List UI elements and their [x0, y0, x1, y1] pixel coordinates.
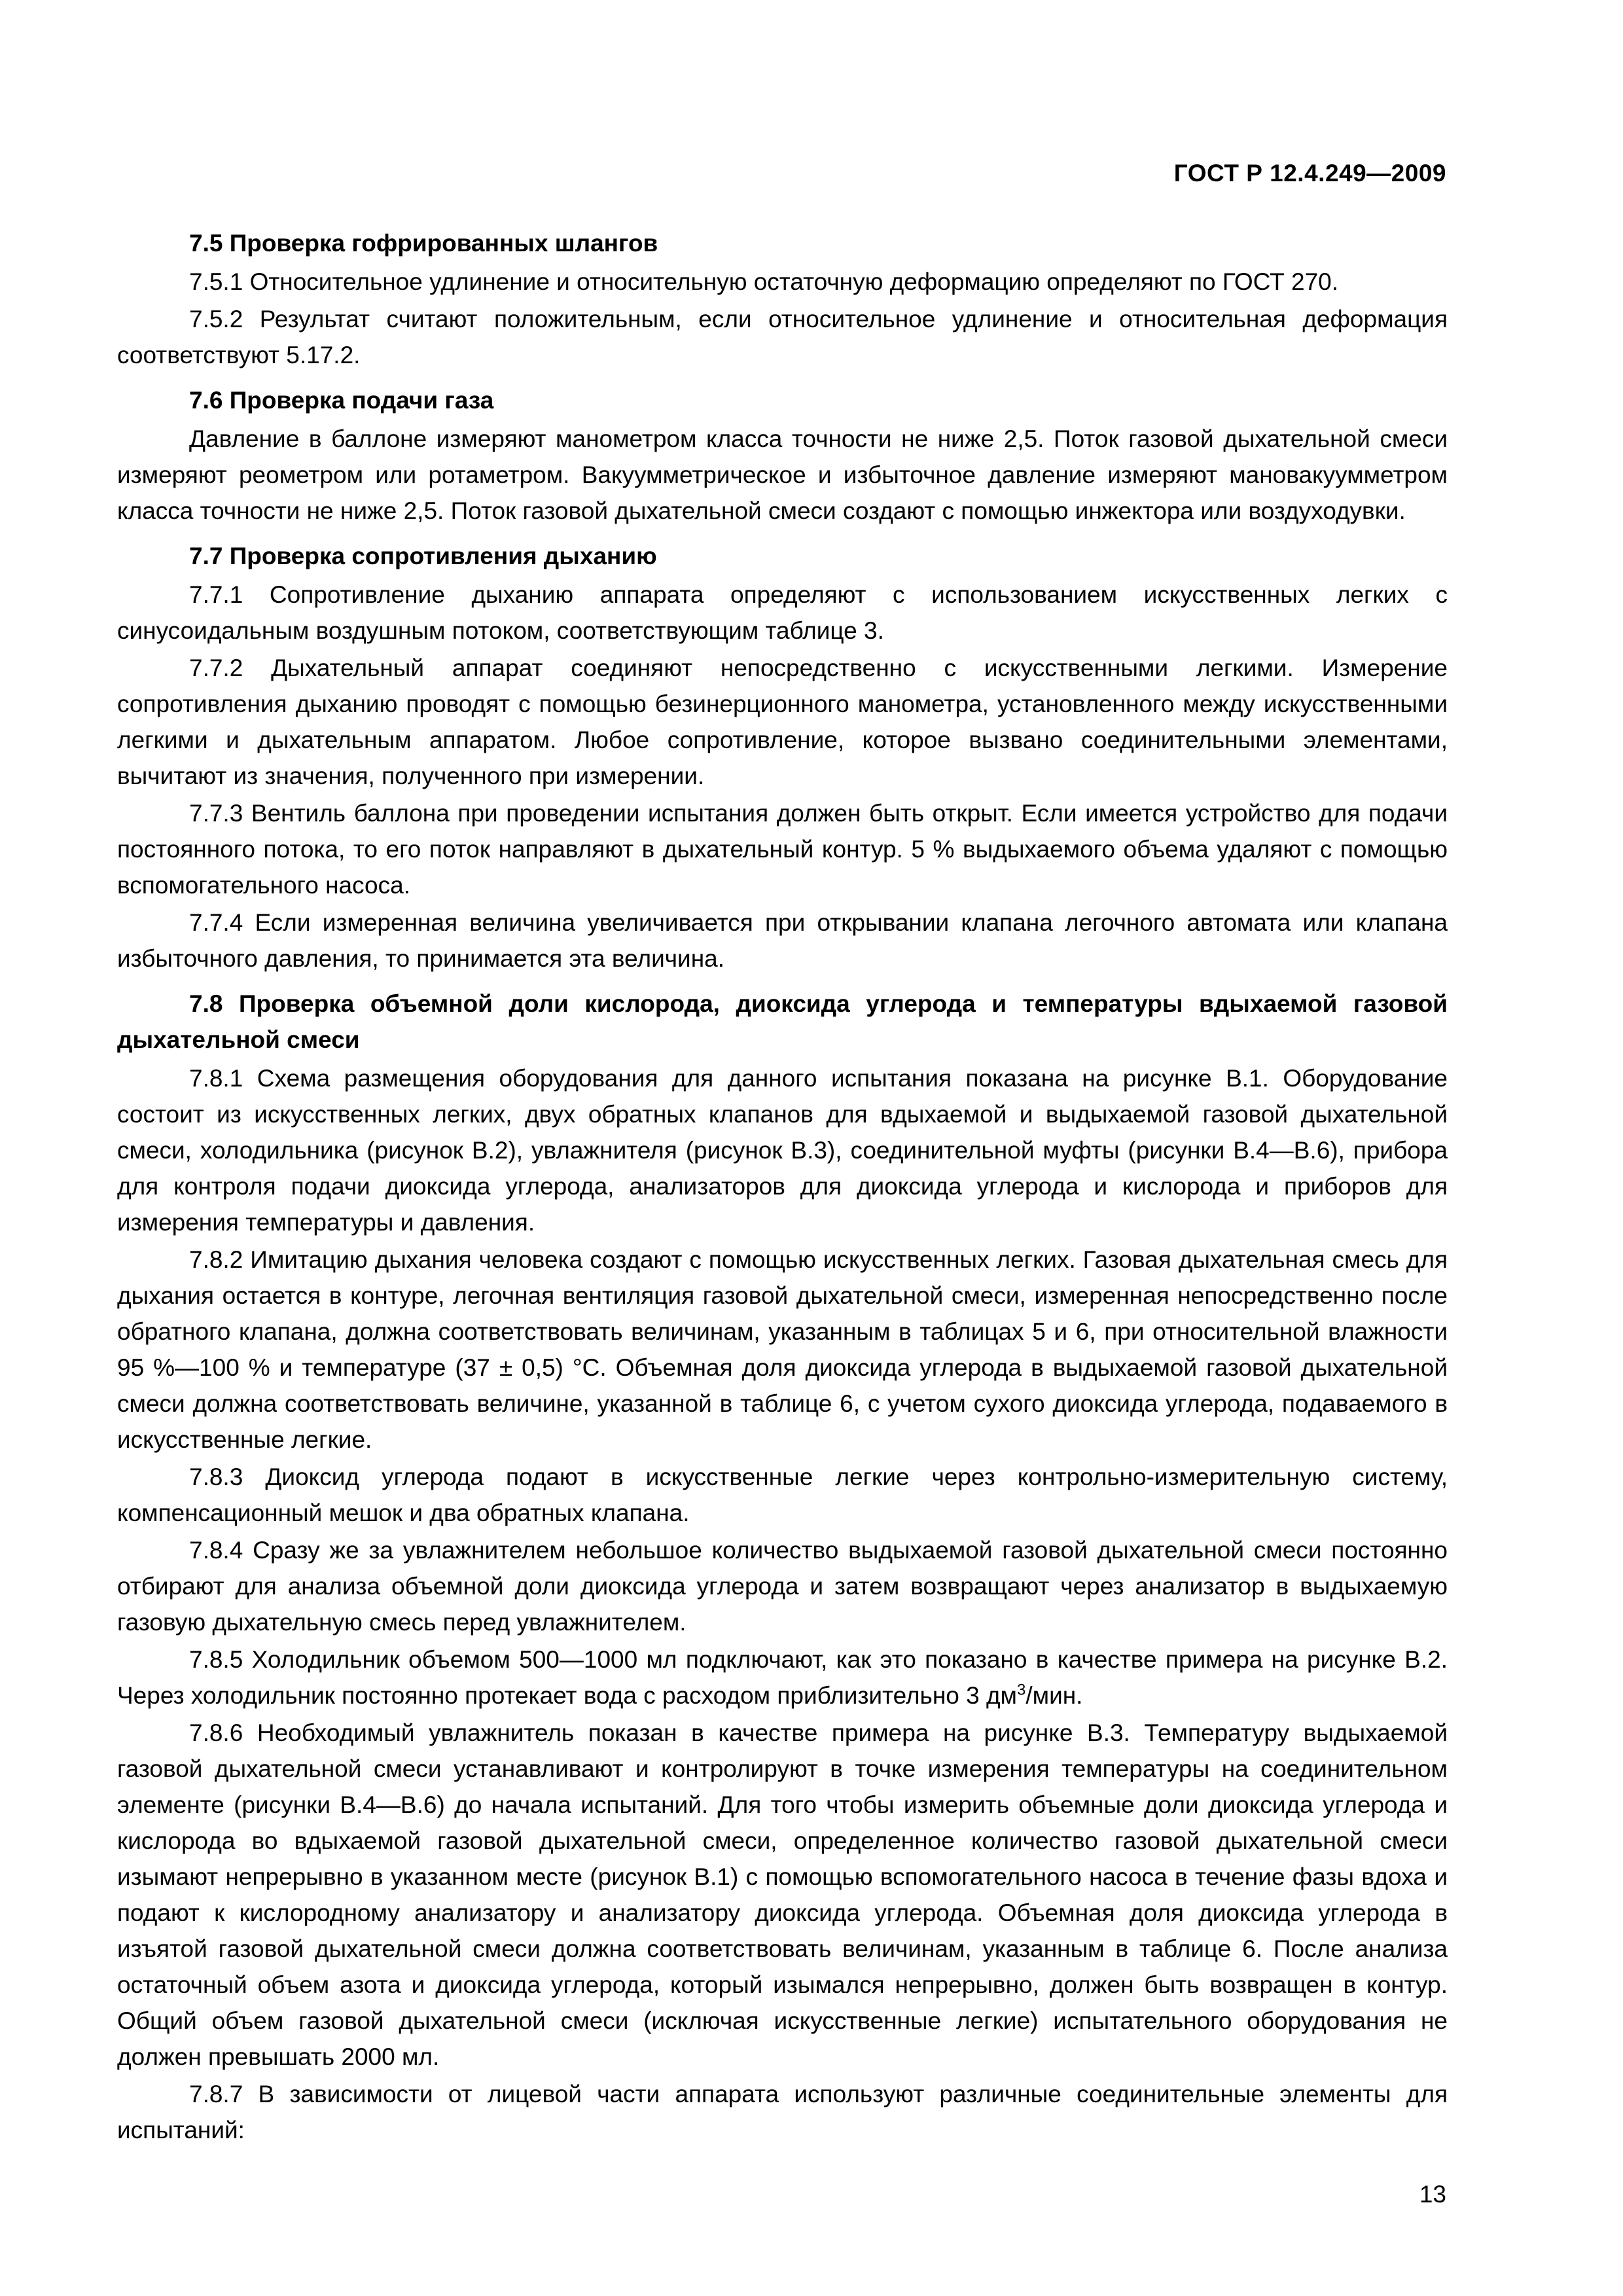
paragraph-7-7-3: 7.7.3 Вентиль баллона при проведении испытания должен быть открыт. Если имеется устройство для подачи постоянного потока, то его поток направляют в дыхательный контур. 5 % выдыхаемого объема удаляют с помощью вспомогательного насоса. — [117, 800, 1448, 899]
standard-header: ГОСТ Р 12.4.249—2009 — [1173, 160, 1446, 187]
superscript-cubic: 3 — [1017, 1681, 1026, 1699]
section-heading-7-7: 7.7 Проверка сопротивления дыханию — [189, 543, 657, 569]
document-body — [117, 216, 1448, 2149]
paragraph-7-8-3: 7.8.3 Диоксид углерода подают в искусственные легкие через контрольно-измерительную систему, компенсационный мешок и два обратных клапана. — [117, 1463, 1448, 1526]
section-heading-7-5: 7.5 Проверка гофрированных шлангов — [189, 230, 658, 257]
paragraph-7-5-2: 7.5.2 Результат считают положительным, если относительное удлинение и относительная деформация соответствуют 5.17.2. — [117, 306, 1448, 368]
section-heading-7-8: 7.8 Проверка объемной доли кислорода, диоксида углерода и температуры вдыхаемой газовой дыхательной смеси — [117, 990, 1448, 1053]
paragraph-7-7-1: 7.7.1 Сопротивление дыханию аппарата определяют с использованием искусственных легких с синусоидальным воздушным потоком, соответствующим таблице 3. — [117, 581, 1448, 644]
paragraph-7-8-5-unit: /мин. — [1026, 1682, 1083, 1709]
paragraph-7-7-2: 7.7.2 Дыхательный аппарат соединяют непосредственно с искусственными легкими. Измерение сопротивления дыханию проводят с помощью безинерционного манометра, установленного между искусственными легкими и дыхательным аппаратом. Любое сопротивление, которое вызвано соединительными элементами, вычитают из значения, полученного при измерении. — [117, 655, 1448, 789]
paragraph-7-8-7: 7.8.7 В зависимости от лицевой части аппарата используют различные соединительные элементы для испытаний: — [117, 2081, 1448, 2144]
paragraph-7-8-6: 7.8.6 Необходимый увлажнитель показан в качестве примера на рисунке В.3. Температуру выдыхаемой газовой дыхательной смеси устанавливают и контролируют в точке измерения температуры на соединительном элементе (рисунки В.4—В.6) до начала испытаний. Для того чтобы измерить объемные доли диоксида углерода и кислорода во вдыхаемой газовой дыхательной смеси, определенное количество газовой дыхательной смеси изымают непрерывно в указанном месте (рисунок В.1) с помощью вспомогательного насоса в течение фазы вдоха и подают к кислородному анализатору и анализатору диоксида углерода. Объемная доля диоксида углерода в изъятой газовой дыхательной смеси должна соответствовать величинам, указанным в таблице 6. После анализа остаточный объем азота и диоксида углерода, который изымался непрерывно, должен быть возвращен в контур. Общий объем газовой дыхательной смеси (исключая искусственные легкие) испытательного оборудования не должен превышать 2000 мл. — [117, 1719, 1448, 2070]
paragraph-7-8-1: 7.8.1 Схема размещения оборудования для данного испытания показана на рисунке В.1. Оборудование состоит из искусственных легких, двух обратных клапанов для вдыхаемой и выдыхаемой газовой дыхательной смеси, холодильника (рисунок В.2), увлажнителя (рисунок В.3), соединительной муфты (рисунки В.4—В.6), прибора для контроля подачи диоксида углерода, анализаторов для диоксида углерода и кислорода и приборов для измерения температуры и давления. — [117, 1065, 1448, 1236]
page-number: 13 — [1419, 2181, 1446, 2208]
section-heading-7-6: 7.6 Проверка подачи газа — [189, 387, 494, 414]
paragraph-7-8-5-text: 7.8.5 Холодильник объемом 500—1000 мл подключают, как это показано в качестве примера на рисунке В.2. Через холодильник постоянно протекает вода с расходом приблизительно 3 дм — [117, 1646, 1448, 1709]
paragraph-7-7-4: 7.7.4 Если измеренная величина увеличивается при открывании клапана легочного автомата или клапана избыточного давления, то принимается эта величина. — [117, 909, 1448, 972]
paragraph-7-8-5 — [117, 1641, 1448, 1713]
paragraph-7-6: Давление в баллоне измеряют манометром класса точности не ниже 2,5. Поток газовой дыхательной смеси измеряют реометром или ротаметром. Вакуумметрическое и избыточное давление измеряют мановакуумметром класса точности не ниже 2,5. Поток газовой дыхательной смеси создают с помощью инжектора или воздуходувки. — [117, 425, 1448, 524]
paragraph-7-8-2: 7.8.2 Имитацию дыхания человека создают с помощью искусственных легких. Газовая дыхательная смесь для дыхания остается в контуре, легочная вентиляция газовой дыхательной смеси, измеренная непосредственно после обратного клапана, должна соответствовать величинам, указанным в таблицах 5 и 6, при относительной влажности 95 %—100 % и температуре (37 ± 0,5) °С. Объемная доля диоксида углерода в выдыхаемой газовой дыхательной смеси должна соответствовать величине, указанной в таблице 6, с учетом сухого диоксида углерода, подаваемого в искусственные легкие. — [117, 1246, 1448, 1453]
paragraph-7-5-1: 7.5.1 Относительное удлинение и относительную остаточную деформацию определяют по ГОСТ 270. — [189, 268, 1339, 295]
paragraph-7-8-4: 7.8.4 Сразу же за увлажнителем небольшое количество выдыхаемой газовой дыхательной смеси постоянно отбирают для анализа объемной доли диоксида углерода и затем возвращают через анализатор в выдыхаемую газовую дыхательную смесь перед увлажнителем. — [117, 1537, 1448, 1636]
